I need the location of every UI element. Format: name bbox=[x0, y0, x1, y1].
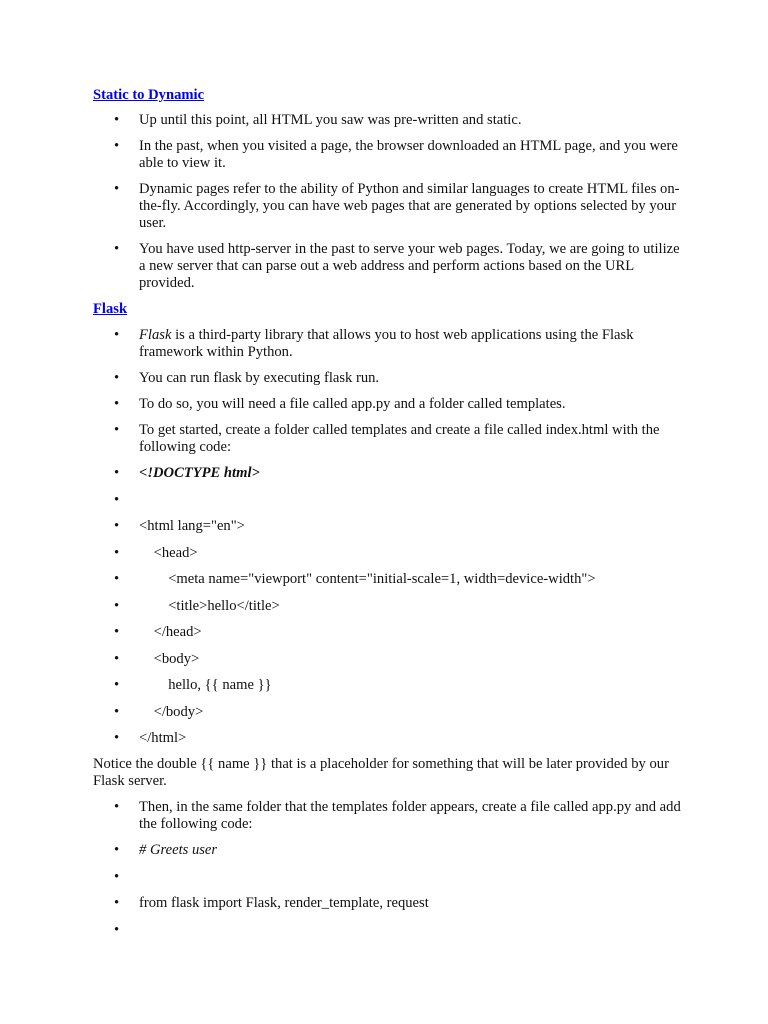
bullet-icon: • bbox=[114, 465, 120, 481]
code-text: </html> bbox=[139, 730, 187, 746]
bullet-icon: • bbox=[114, 544, 120, 561]
list-item bbox=[93, 370, 683, 387]
code-text: <head> bbox=[139, 544, 198, 561]
bullet-icon: • bbox=[114, 677, 120, 693]
app-py-list bbox=[93, 799, 683, 939]
code-comment: # Greets user bbox=[139, 842, 218, 858]
code-line bbox=[93, 869, 683, 886]
code-line bbox=[93, 518, 683, 535]
code-line bbox=[93, 895, 683, 912]
list-item-text: Dynamic pages refer to the ability of Python and similar languages to create HTML files on-the-fly. Accordingly, you can have web pages that are generated by options selected by your user. bbox=[139, 181, 680, 231]
code-line bbox=[93, 677, 683, 694]
list-item bbox=[93, 112, 683, 129]
placeholder-note: Notice the double {{ name }} that is a placeholder for something that will be later provided by our Flask server. bbox=[93, 756, 669, 789]
bullet-icon: • bbox=[114, 650, 120, 667]
code-text: </head> bbox=[139, 624, 202, 640]
code-line bbox=[93, 704, 683, 721]
bullet-icon: • bbox=[114, 518, 120, 534]
list-item bbox=[93, 327, 683, 361]
list-item bbox=[93, 422, 683, 456]
code-line bbox=[93, 545, 683, 562]
bullet-icon: • bbox=[114, 703, 120, 720]
code-line bbox=[93, 922, 683, 939]
bullet-icon: • bbox=[114, 868, 120, 885]
code-text: from flask import Flask, render_template, request bbox=[139, 895, 429, 911]
list-item-text: In the past, when you visited a page, the browser downloaded an HTML page, and you were able to view it. bbox=[139, 138, 678, 171]
list-item bbox=[93, 138, 683, 172]
code-text: <body> bbox=[139, 650, 200, 667]
list-item-text: To get started, create a folder called templates and create a file called index.html with the following code: bbox=[139, 422, 660, 455]
list-item-text: You have used http-server in the past to serve your web pages. Today, we are going to utilize a new server that can parse out a web address and perform actions based on the URL provided. bbox=[139, 241, 680, 291]
list-item bbox=[93, 241, 683, 292]
code-text: <meta name="viewport" content="initial-scale=1, width=device-width"> bbox=[139, 571, 596, 587]
bullet-icon: • bbox=[114, 895, 120, 911]
code-text: <!DOCTYPE html> bbox=[139, 465, 260, 481]
bullet-icon: • bbox=[114, 138, 120, 154]
bullet-icon: • bbox=[114, 799, 120, 815]
list-item bbox=[93, 799, 683, 833]
list-item bbox=[93, 396, 683, 413]
code-line bbox=[93, 571, 683, 588]
bullet-icon: • bbox=[114, 597, 120, 614]
code-text: <title>hello</title> bbox=[139, 597, 280, 614]
bullet-icon: • bbox=[114, 921, 120, 938]
bullet-icon: • bbox=[114, 370, 120, 386]
flask-intro-rest: is a third-party library that allows you to host web applications using the Flask framework within Python. bbox=[139, 327, 634, 360]
bullet-icon: • bbox=[114, 491, 120, 508]
flask-italic-term: Flask bbox=[139, 327, 172, 343]
list-item-text: Up until this point, all HTML you saw was pre-written and static. bbox=[139, 112, 522, 128]
bullet-icon: • bbox=[114, 842, 120, 858]
bullet-icon: • bbox=[114, 571, 120, 587]
code-line bbox=[93, 492, 683, 509]
bullet-icon: • bbox=[114, 730, 120, 746]
flask-list bbox=[93, 327, 683, 747]
list-item-text bbox=[139, 327, 634, 360]
bullet-icon: • bbox=[114, 241, 120, 257]
bullet-icon: • bbox=[114, 422, 120, 438]
code-line bbox=[93, 465, 683, 482]
code-line bbox=[93, 730, 683, 747]
code-line bbox=[93, 624, 683, 641]
code-text: <html lang="en"> bbox=[139, 518, 245, 534]
code-line bbox=[93, 842, 683, 859]
bullet-icon: • bbox=[114, 327, 120, 343]
list-item-text: You can run flask by executing flask run. bbox=[139, 370, 380, 386]
heading-flask[interactable]: Flask bbox=[93, 301, 128, 317]
bullet-icon: • bbox=[114, 396, 120, 412]
heading-static-to-dynamic[interactable]: Static to Dynamic bbox=[93, 87, 205, 103]
code-line bbox=[93, 651, 683, 668]
code-text: hello, {{ name }} bbox=[139, 677, 272, 693]
code-line bbox=[93, 598, 683, 615]
code-text: </body> bbox=[139, 703, 204, 720]
bullet-icon: • bbox=[114, 181, 120, 197]
bullet-icon: • bbox=[114, 624, 120, 640]
bullet-icon: • bbox=[114, 112, 120, 128]
list-item bbox=[93, 181, 683, 232]
list-item-text: Then, in the same folder that the templates folder appears, create a file called app.py and add the following code: bbox=[139, 799, 681, 832]
list-item-text: To do so, you will need a file called app.py and a folder called templates. bbox=[139, 396, 566, 412]
static-dynamic-list bbox=[93, 112, 683, 292]
document-page bbox=[93, 87, 683, 948]
